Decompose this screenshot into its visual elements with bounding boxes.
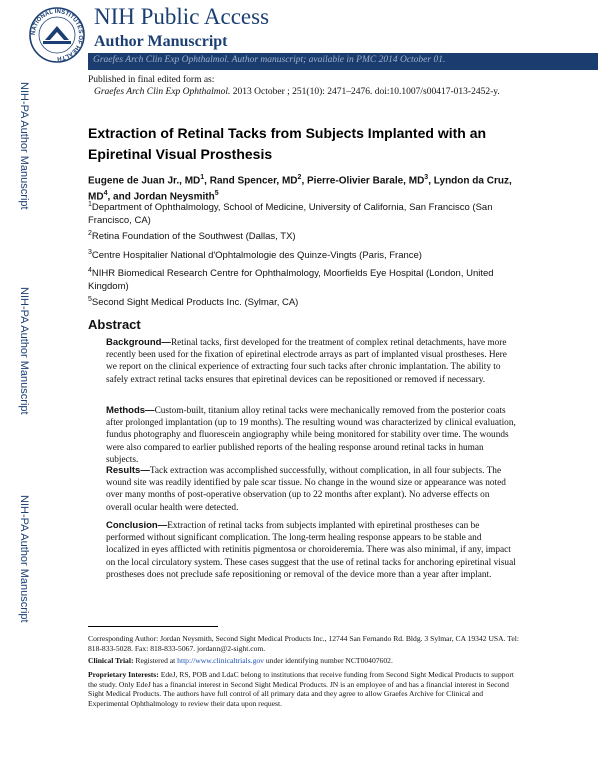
section-label: Methods— xyxy=(106,405,155,416)
section-label: Background— xyxy=(106,337,171,348)
citation xyxy=(88,86,518,98)
citation-journal: Graefes Arch Clin Exp Ophthalmol. xyxy=(94,87,231,97)
abstract-conclusion xyxy=(106,520,516,581)
publication-info xyxy=(88,74,518,98)
author-name: Rand Spencer, MD xyxy=(209,175,298,187)
author-manuscript-subtitle: Author Manuscript xyxy=(94,33,228,50)
section-text: Retinal tacks, first developed for the treatment of complex retinal detachments, have more recently been used for the fixation of epiretinal electrode arrays as part of implanted visual prostheses. Here we report on the clinical experience of extracting four such tacks after chronic implantation. The ability to safely extract retinal tacks ensures that epiretinal devices can be repositioned or removed if necessary. xyxy=(106,338,507,385)
author-list: Eugene de Juan Jr., $MD^1$, Rand Spencer, $MD^2$, Pierre-Olivier Barale, $MD^3$, Lyndon da Cruz, $MD^4$, and Jordan Neysmith$^5$ xyxy=(88,174,512,203)
affiliation: $^5$Second Sight Medical Products Inc. (Sylmar, CA) xyxy=(88,296,299,309)
logo-ring-text: NATIONAL INSTITUTES OF HEALTH xyxy=(30,8,84,62)
section-label: Conclusion— xyxy=(106,520,168,531)
abstract-results xyxy=(106,465,516,514)
side-label-bottom: NIH-PA Author Manuscript xyxy=(18,495,30,623)
author-name: Lyndon da Cruz, MD xyxy=(88,175,512,203)
author-name: Jordan Neysmith xyxy=(133,191,215,203)
proprietary-interests-note: Proprietary Interests: EdeJ, RS, POB and LdaC belong to institutions that receive funding from Second Sight Medical Products to support the study. Only EdeJ has a financial interest in Second Sight Medical Products. JN is an employee of and has a financial interest in Second Sight Medical Products. The authors have full control of all primary data and they agree to allow Graefes Archive for Clinical and Experimental Ophthalmology to review their data upon request. xyxy=(88,670,514,708)
affiliation: $^2$Retina Foundation of the Southwest (Dallas, TX) xyxy=(88,230,296,243)
abstract-methods xyxy=(106,405,516,466)
author-sup: 3 xyxy=(424,174,429,181)
side-label-top: NIH-PA Author Manuscript xyxy=(18,82,30,210)
author-sup: 4 xyxy=(103,190,108,198)
published-label: Published in final edited form as: xyxy=(88,75,215,85)
section-label: Results— xyxy=(106,465,150,476)
corresponding-author: Corresponding Author: Jordan Neysmith, Second Sight Medical Products Inc., 12744 San Fernando Rd. Bldg. 3 Sylmar, CA 19342 USA. Tel: 818-833-5028. Fax: 818-833-5067. jordann@2-sight.com. xyxy=(88,634,519,653)
section-text: Custom-built, titanium alloy retinal tacks were mechanically removed from the posterior coats after prolonged implantation (up to 19 months). The resulting wound was characterized by clinical evaluation, fundus photography and fluorescein angiography while being monitored for stability over time. The wounds were also compared to earlier published reports of the healing response around retinal tacks in human subjects. xyxy=(106,406,516,465)
author-name: Pierre-Olivier Barale, MD xyxy=(307,175,425,187)
author-sup: 5 xyxy=(214,190,219,198)
abstract-heading: Abstract xyxy=(88,317,141,332)
trial-label: Clinical Trial: xyxy=(88,656,134,665)
citation-details: 2013 October ; 251(10): 2471–2476. doi:10.1007/s00417-013-2452-y. xyxy=(230,87,500,97)
section-text: Tack extraction was accomplished successfully, without complication, in all four subjects. The wound site was readily identified by pale scar tissue. No change in the wound size or appearance was noted over many months of post-operative observation (up to 22 months after explant). No adverse effects on overall ocular health were detected. xyxy=(106,466,506,513)
journal-banner-text: Graefes Arch Clin Exp Ophthalmol. Author manuscript; available in PMC 2014 October 01. xyxy=(93,55,446,65)
footnote-divider xyxy=(88,626,218,627)
interests-label: Proprietary Interests: xyxy=(88,670,159,679)
author-sup: 1 xyxy=(200,174,205,181)
paper-title: Extraction of Retinal Tacks from Subjects Implanted with an Epiretinal Visual Prosthesis xyxy=(88,125,487,162)
abstract-background xyxy=(106,337,516,386)
affiliation: $^4$NIHR Biomedical Research Centre for Ophthalmology, Moorfields Eye Hospital (London, United Kingdom) xyxy=(88,267,494,292)
author-name: Eugene de Juan Jr., MD xyxy=(88,175,201,187)
side-label-middle: NIH-PA Author Manuscript xyxy=(18,287,30,415)
author-sup: 2 xyxy=(297,174,302,181)
nih-public-access-title: NIH Public Access xyxy=(94,4,270,29)
clinicaltrials-link[interactable]: http://www.clinicaltrials.gov xyxy=(177,656,264,665)
nih-logo xyxy=(28,6,86,64)
affiliation: $^3$Centre Hospitalier National d'Ophtalmologie des Quinze-Vingts (Paris, France) xyxy=(88,249,422,262)
section-text: Extraction of retinal tacks from subjects implanted with epiretinal prostheses can be performed without significant complication. The long-term healing response appears to be stable and localized in eyes afflicted with retinitis pigmentosa or choroideremia. There was also minimal, if any, impact on the local circulatory system. These cases suggest that the use of retinal tacks for anchoring epiretinal visual prostheses does not preclude safe repositioning or removal of the device more than a year after implant. xyxy=(106,521,516,580)
affiliation: $^1$Department of Ophthalmology, School of Medicine, University of California, San Francisco (San Francisco, CA) xyxy=(88,201,493,226)
clinical-trial-note: Clinical Trial: Registered at http://www.clinicaltrials.gov under identifying number NCT00407602. xyxy=(88,656,393,665)
